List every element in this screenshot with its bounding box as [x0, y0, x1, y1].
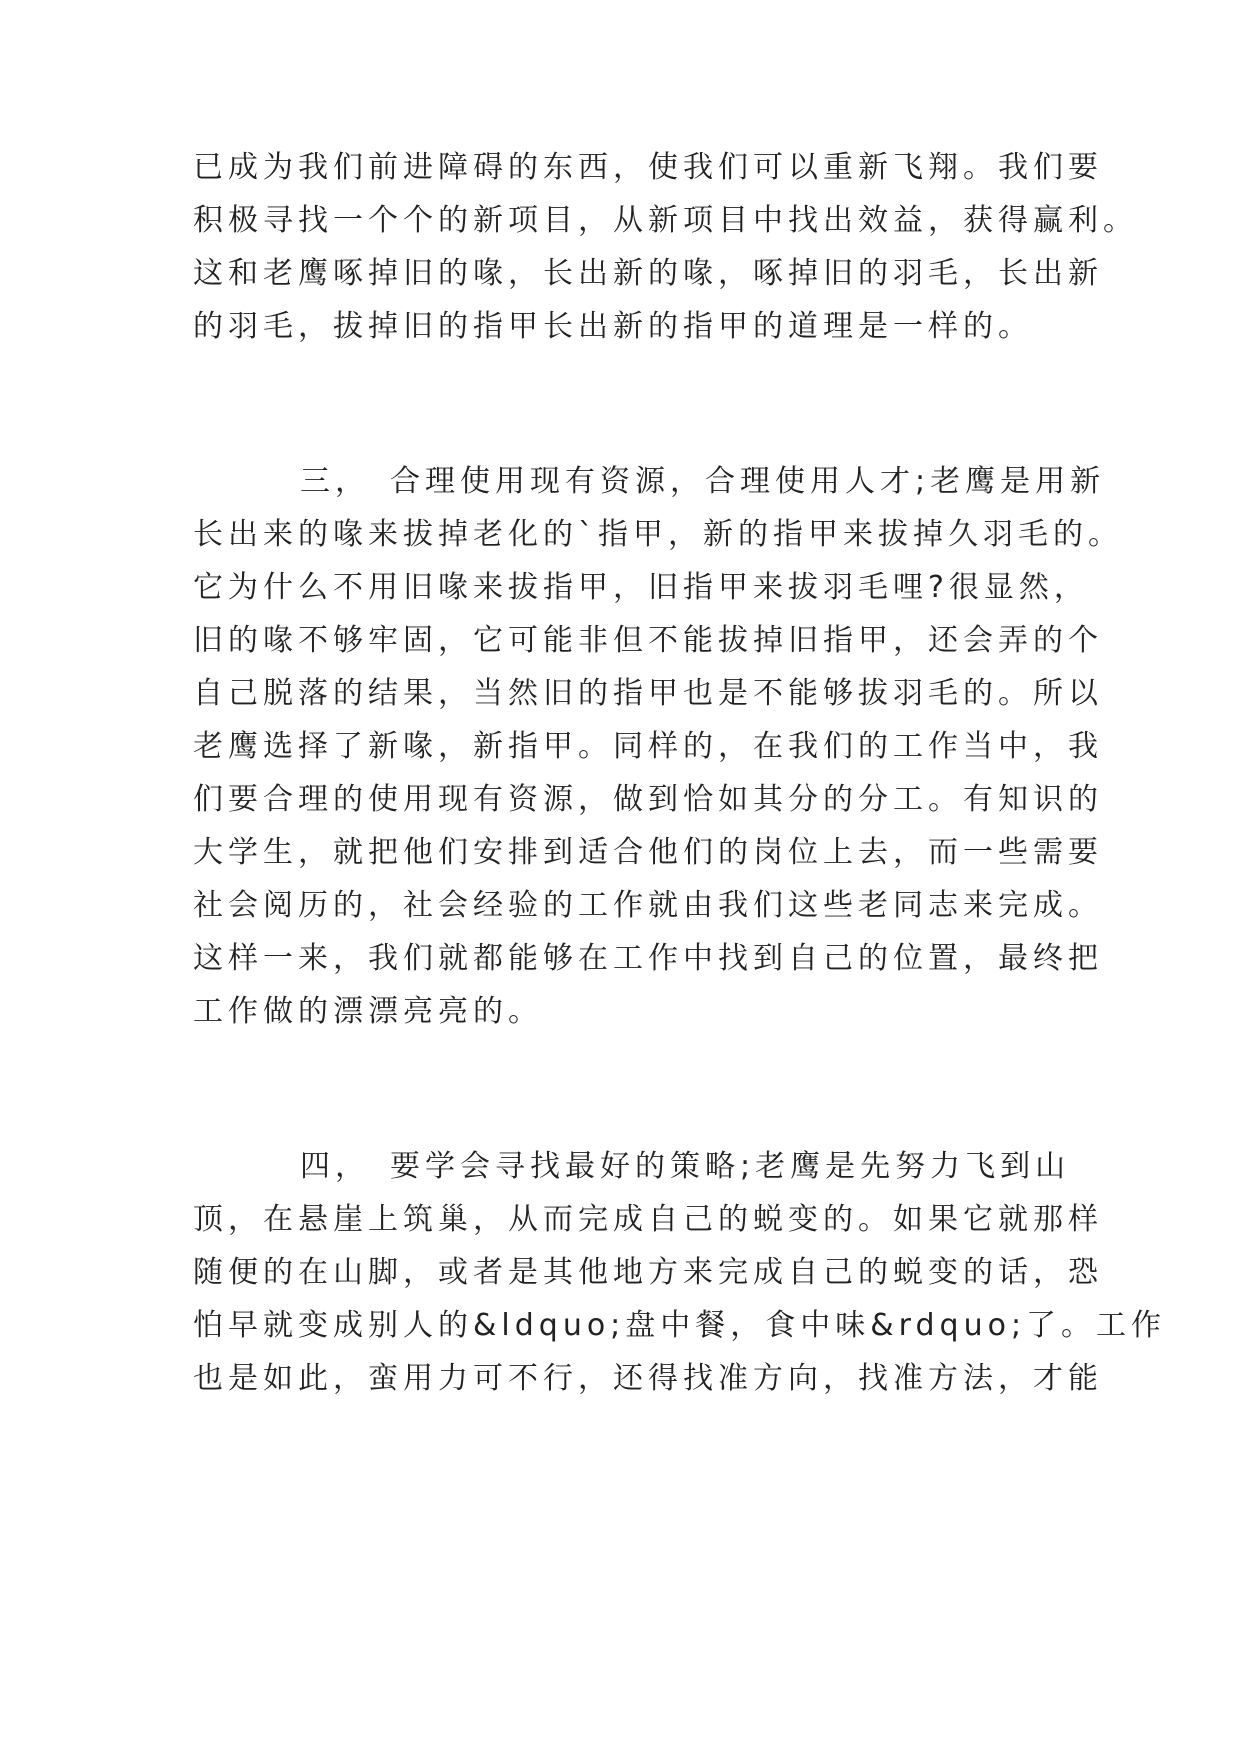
text-line: 旧的喙不够牢固，它可能非但不能拔掉旧指甲，还会弄的个 [193, 623, 1103, 658]
text-line: 三， 合理使用现有资源，合理使用人才;老鹰是用新 [300, 464, 1106, 499]
text-line: 大学生，就把他们安排到适合他们的岗位上去，而一些需要 [193, 835, 1103, 870]
text-line: 长出来的喙来拔掉老化的`指甲，新的指甲来拔掉久羽毛的。 [193, 517, 1123, 552]
text-line: 也是如此，蛮用力可不行，还得找准方向，找准方法，才能 [193, 1361, 1103, 1396]
text-line: 四， 要学会寻找最好的策略;老鹰是先努力飞到山 [300, 1149, 1071, 1184]
text-line: 们要合理的使用现有资源，做到恰如其分的分工。有知识的 [193, 782, 1103, 817]
text-line: 的羽毛，拔掉旧的指甲长出新的指甲的道理是一样的。 [193, 309, 1033, 344]
text-line: 工作做的漂漂亮亮的。 [193, 994, 543, 1029]
text-line: 自己脱落的结果，当然旧的指甲也是不能够拔羽毛的。所以 [193, 676, 1103, 711]
text-line: 社会阅历的，社会经验的工作就由我们这些老同志来完成。 [193, 888, 1103, 923]
text-line: 怕早就变成别人的&ldquo;盘中餐，食中味&rdquo;了。工作 [193, 1308, 1167, 1343]
text-line: 积极寻找一个个的新项目，从新项目中找出效益，获得赢利。 [193, 203, 1138, 238]
text-line: 已成为我们前进障碍的东西，使我们可以重新飞翔。我们要 [193, 150, 1103, 185]
text-line: 这样一来，我们就都能够在工作中找到自己的位置，最终把 [193, 941, 1103, 976]
text-line: 随便的在山脚，或者是其他地方来完成自己的蜕变的话，恐 [193, 1255, 1103, 1290]
text-line: 它为什么不用旧喙来拔指甲，旧指甲来拔羽毛哩?很显然， [193, 570, 1089, 605]
text-line: 老鹰选择了新喙，新指甲。同样的，在我们的工作当中，我 [193, 729, 1103, 764]
text-line: 这和老鹰啄掉旧的喙，长出新的喙，啄掉旧的羽毛，长出新 [193, 256, 1103, 291]
text-line: 顶，在悬崖上筑巢，从而完成自己的蜕变的。如果它就那样 [193, 1202, 1103, 1237]
